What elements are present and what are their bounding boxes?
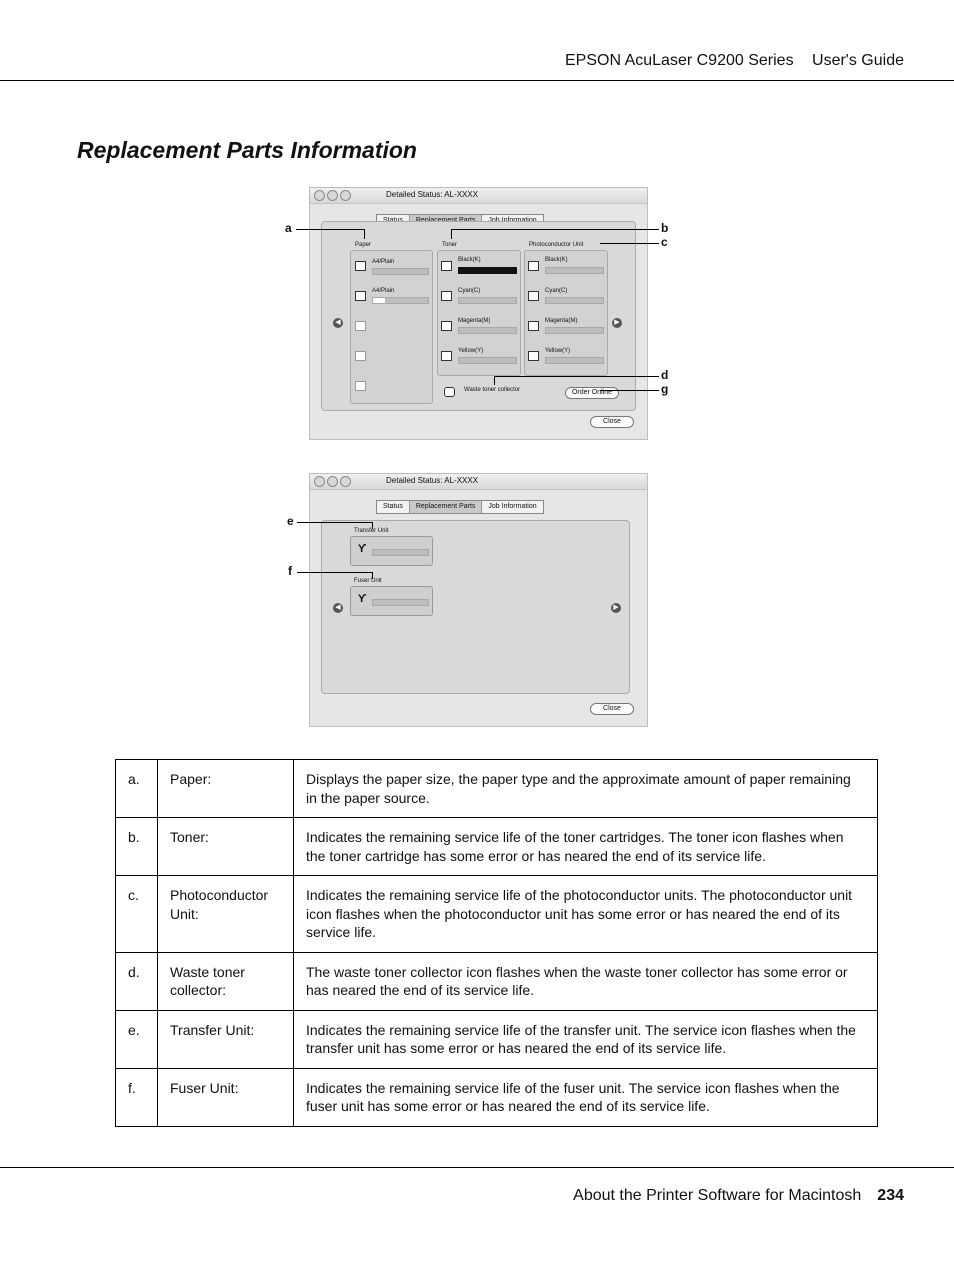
toner-item-magenta: Magenta(M) [458, 318, 491, 324]
table-row [116, 1068, 878, 1126]
order-online-button[interactable]: Order Online [565, 387, 619, 399]
page-number: 234 [877, 1187, 904, 1204]
page-footer [573, 1187, 904, 1205]
pc-item-black: Black(K) [545, 257, 568, 263]
zoom-window-icon[interactable] [340, 190, 351, 201]
toner-group [437, 250, 521, 376]
tab-replacement-parts[interactable]: Replacement Parts [410, 501, 483, 513]
paper-level-2 [372, 297, 429, 304]
callout-line [296, 229, 364, 230]
fuser-unit-level [372, 599, 429, 606]
row-term: Paper: [158, 760, 294, 818]
tab-bar [376, 500, 544, 514]
pc-level-yellow [545, 357, 604, 364]
footer-section: About the Printer Software for Macintosh [573, 1187, 862, 1204]
row-term: Transfer Unit: [158, 1010, 294, 1068]
row-description: Indicates the remaining service life of the transfer unit. The service icon flashes when the transfer unit has some error or has neared the end of its service life. [294, 1010, 878, 1068]
parts-description-table [115, 759, 878, 1127]
waste-toner-icon [444, 387, 455, 397]
callout-line [451, 229, 452, 239]
callout-line [451, 229, 659, 230]
window-title: Detailed Status: AL-XXXX [386, 190, 479, 199]
callout-line [494, 376, 659, 377]
paper-item-2: A4/Plain [372, 288, 395, 294]
photoconductor-icon [528, 261, 539, 271]
toner-cartridge-icon [441, 291, 452, 301]
paper-tray-icon [355, 321, 366, 331]
row-key: f. [116, 1068, 158, 1126]
close-window-icon[interactable] [314, 476, 325, 487]
row-term: Waste toner collector: [158, 952, 294, 1010]
callout-line [600, 243, 659, 244]
detailed-status-window-2 [309, 473, 648, 727]
row-description: Indicates the remaining service life of the fuser unit. The service icon flashes when the fuser unit has some error or has neared the end of its service life. [294, 1068, 878, 1126]
toner-level-yellow [458, 357, 517, 364]
paper-item-1: A4/Plain [372, 259, 395, 265]
window-title: Detailed Status: AL-XXXX [386, 476, 479, 485]
tab-status[interactable]: Status [377, 501, 410, 513]
row-key: a. [116, 760, 158, 818]
photoconductor-icon [528, 351, 539, 361]
pc-level-black [545, 267, 604, 274]
row-description: The waste toner collector icon flashes when the waste toner collector has some error or has neared the end of its service life. [294, 952, 878, 1010]
close-button[interactable]: Close [590, 416, 634, 428]
callout-a: a [285, 221, 292, 235]
transfer-unit-label: Transfer Unit [354, 528, 389, 534]
minimize-window-icon[interactable] [327, 190, 338, 201]
footer-rule [0, 1167, 954, 1168]
toner-cartridge-icon [441, 321, 452, 331]
transfer-unit-level [372, 549, 429, 556]
window-titlebar [310, 474, 647, 490]
callout-f: f [288, 564, 292, 578]
close-window-icon[interactable] [314, 190, 325, 201]
row-description: Indicates the remaining service life of the photoconductor units. The photoconductor unit icon flashes when the photoconductor unit has some error or has neared the end of its service life. [294, 876, 878, 953]
photoconductor-icon [528, 321, 539, 331]
detailed-status-window-1 [309, 187, 648, 440]
photoconductor-icon [528, 291, 539, 301]
table-row [116, 952, 878, 1010]
arrow-left-icon[interactable]: ◀ [333, 603, 343, 613]
paper-tray-icon [355, 291, 366, 301]
row-description: Displays the paper size, the paper type and the approximate amount of paper remaining in the paper source. [294, 760, 878, 818]
arrow-right-icon[interactable]: ▶ [612, 318, 622, 328]
callout-d: d [661, 368, 669, 382]
table-row [116, 760, 878, 818]
header-rule [0, 80, 954, 81]
photoconductor-group-label: Photoconductor Unit [529, 242, 584, 248]
row-description: Indicates the remaining service life of the toner cartridges. The toner icon flashes when the toner cartridge has some error or has neared the end of its service life. [294, 818, 878, 876]
fuser-unit-label: Fuser Unit [354, 578, 382, 584]
table-row [116, 1010, 878, 1068]
row-key: d. [116, 952, 158, 1010]
pc-item-cyan: Cyan(C) [545, 288, 568, 294]
wrench-icon: ϒ [358, 543, 367, 555]
toner-cartridge-icon [441, 261, 452, 271]
row-key: c. [116, 876, 158, 953]
photoconductor-group [524, 250, 608, 376]
guide-name: User's Guide [812, 52, 904, 69]
toner-group-label: Toner [442, 242, 458, 248]
arrow-right-icon[interactable]: ▶ [611, 603, 621, 613]
fuser-unit-box [350, 586, 433, 616]
paper-group-label: Paper [355, 242, 372, 248]
paper-tray-icon [355, 381, 366, 391]
callout-line [297, 522, 372, 523]
toner-level-magenta [458, 327, 517, 334]
row-key: e. [116, 1010, 158, 1068]
minimize-window-icon[interactable] [327, 476, 338, 487]
toner-item-yellow: Yellow(Y) [458, 348, 484, 354]
pc-level-cyan [545, 297, 604, 304]
toner-level-cyan [458, 297, 517, 304]
replacement-parts-panel [321, 221, 636, 411]
waste-toner-label: Waste toner collector [464, 387, 521, 393]
table-row [116, 876, 878, 953]
callout-line [372, 522, 373, 529]
paper-group [350, 250, 433, 404]
paper-tray-icon [355, 351, 366, 361]
window-titlebar [310, 188, 647, 204]
table-row [116, 818, 878, 876]
callout-line [600, 390, 659, 391]
callout-e: e [287, 514, 294, 528]
row-term: Photoconductor Unit: [158, 876, 294, 953]
callout-b: b [661, 221, 669, 235]
toner-item-black: Black(K) [458, 257, 481, 263]
paper-level-1 [372, 268, 429, 275]
page-title: Replacement Parts Information [77, 137, 417, 163]
callout-line [364, 229, 365, 239]
pc-item-yellow: Yellow(Y) [545, 348, 571, 354]
transfer-unit-box [350, 536, 433, 566]
tab-job-information[interactable]: Job Information [488, 503, 537, 510]
callout-line [297, 572, 372, 573]
callout-line [494, 376, 495, 385]
page-header [551, 52, 904, 70]
arrow-left-icon[interactable]: ◀ [333, 318, 343, 328]
wrench-icon: ϒ [358, 593, 367, 605]
callout-c: c [661, 235, 668, 249]
row-term: Fuser Unit: [158, 1068, 294, 1126]
toner-level-black [458, 267, 517, 274]
product-name: EPSON AcuLaser C9200 Series [565, 52, 794, 69]
close-button[interactable]: Close [590, 703, 634, 715]
pc-item-magenta: Magenta(M) [545, 318, 578, 324]
replacement-parts-panel [321, 520, 630, 694]
paper-tray-icon [355, 261, 366, 271]
callout-g: g [661, 382, 669, 396]
zoom-window-icon[interactable] [340, 476, 351, 487]
toner-item-cyan: Cyan(C) [458, 288, 481, 294]
callout-line [372, 572, 373, 579]
row-term: Toner: [158, 818, 294, 876]
row-key: b. [116, 818, 158, 876]
toner-cartridge-icon [441, 351, 452, 361]
pc-level-magenta [545, 327, 604, 334]
